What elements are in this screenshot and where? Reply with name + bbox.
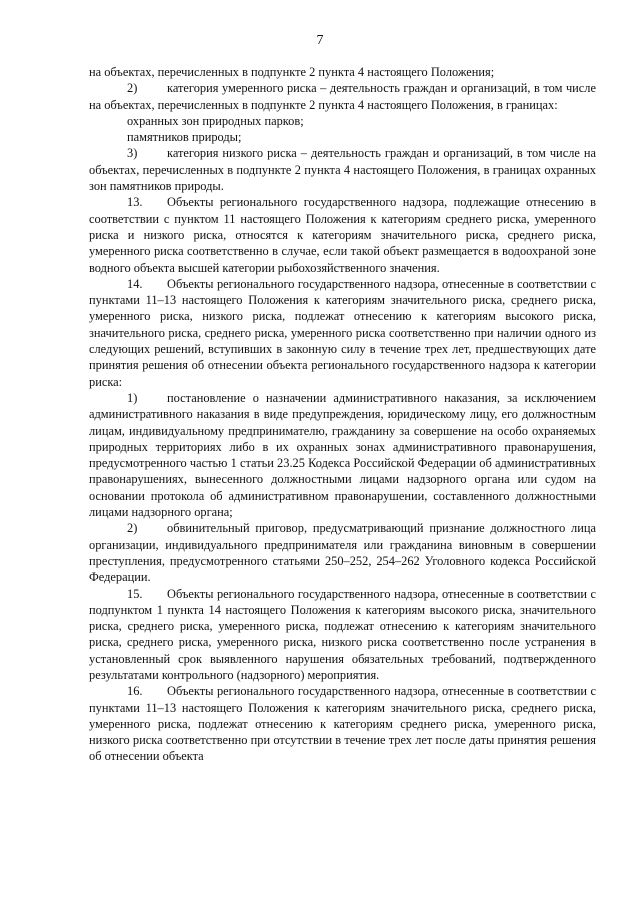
paragraph-text: категория умеренного риска – деятельность граждан и организаций, в том числе на объектах, перечисленных в подпункте 2 пункта 4 настоящего Положения, в границах:	[89, 81, 596, 112]
paragraph	[89, 113, 596, 129]
paragraph	[89, 390, 596, 520]
paragraph-text: Объекты регионального государственного надзора, подлежащие отнесению в соответствии с пунктом 11 настоящего Положения к категориям среднего риска, умеренного риска и низкого риска, относятся к категориям значительного риска, среднего риска, умеренного риска соответственно в случае, если такой объект размещается в водоохраной зоне водного объекта высшей категории рыбохозяйственного значения.	[89, 195, 596, 275]
paragraph-text: памятников природы;	[127, 130, 242, 145]
page-number: 7	[316, 33, 324, 48]
paragraph	[89, 64, 596, 80]
paragraph-text: постановление о назначении административного наказания, за исключением административного наказания в виде предупреждения, юридическому лицу, его должностным лицам, индивидуальному предпринимателю, гражданину за совершение на особо охраняемых природных территориях либо в их охранных зонах административного правонарушения, предусмотренного частью 1 статьи 23.25 Кодекса Российской Федерации об административных правонарушениях, вынесенного должностными лицами надзорного органа или судом на основании протокола об административном правонарушении, составленного должностными лицами надзорного органа;	[89, 390, 596, 520]
paragraph	[89, 683, 596, 764]
paragraph-text: обвинительный приговор, предусматривающий признание должностного лица организации, индивидуального предпринимателя или гражданина виновным в совершении преступления, предусмотренного статьями 250–252, 254–262 Уголовного кодекса Российской Федерации.	[89, 521, 596, 585]
item-number: 13.	[127, 195, 143, 210]
paragraph	[89, 520, 596, 585]
paragraph-text: категория низкого риска – деятельность граждан и организаций, в том числе на объектах, перечисленных в подпункте 2 пункта 4 настоящего Положения, в границах охранных зон памятников природы.	[89, 146, 596, 194]
paragraph-text: на объектах, перечисленных в подпункте 2 пункта 4 настоящего Положения;	[89, 65, 495, 79]
item-number: 3)	[127, 146, 138, 161]
item-number: 15.	[127, 586, 143, 601]
paragraph	[89, 145, 596, 194]
paragraph	[89, 276, 596, 390]
paragraph-text: Объекты регионального государственного надзора, отнесенные в соответствии с пунктами 11–13 настоящего Положения к категориям значительного риска, среднего риска, умеренного риска, низкого риска, подлежат отнесению к категориям высокого риска, значительного риска, среднего риска, умеренного риска соответственно при наличии одного из следующих решений, вступивших в законную силу в течение трех лет, предшествующих дате принятия решения об отнесении объекта регионального государственного надзора к категории риска:	[89, 276, 596, 389]
paragraph-text: Объекты регионального государственного надзора, отнесенные в соответствии с подпунктом 1 пункта 14 настоящего Положения к категориям высокого риска, значительного риска, среднего риска, умеренного риска, подлежат отнесению к категориям значительного риска, среднего риска, умеренного риска, низкого риска соответственно после устранения в установленный срок выявленного нарушения обязательных требований, подтвержденного результатами контрольного (надзорного) мероприятия.	[89, 586, 596, 682]
paragraph	[89, 80, 596, 113]
paragraph	[89, 194, 596, 275]
item-number: 1)	[127, 390, 138, 405]
paragraph	[89, 586, 596, 684]
document-body	[89, 64, 596, 765]
paragraph-text: охранных зон природных парков;	[127, 113, 304, 128]
item-number: 14.	[127, 276, 143, 291]
item-number: 2)	[127, 521, 138, 536]
item-number: 2)	[127, 81, 138, 96]
paragraph	[89, 129, 596, 145]
item-number: 16.	[127, 684, 143, 699]
paragraph-text: Объекты регионального государственного надзора, отнесенные в соответствии с пунктами 11–13 настоящего Положения к категориям значительного риска, среднего риска, умеренного риска, подлежат отнесению к категориям среднего риска, умеренного риска, низкого риска соответственно при отсутствии в течение трех лет после даты принятия решения об отнесении объекта	[89, 684, 596, 764]
